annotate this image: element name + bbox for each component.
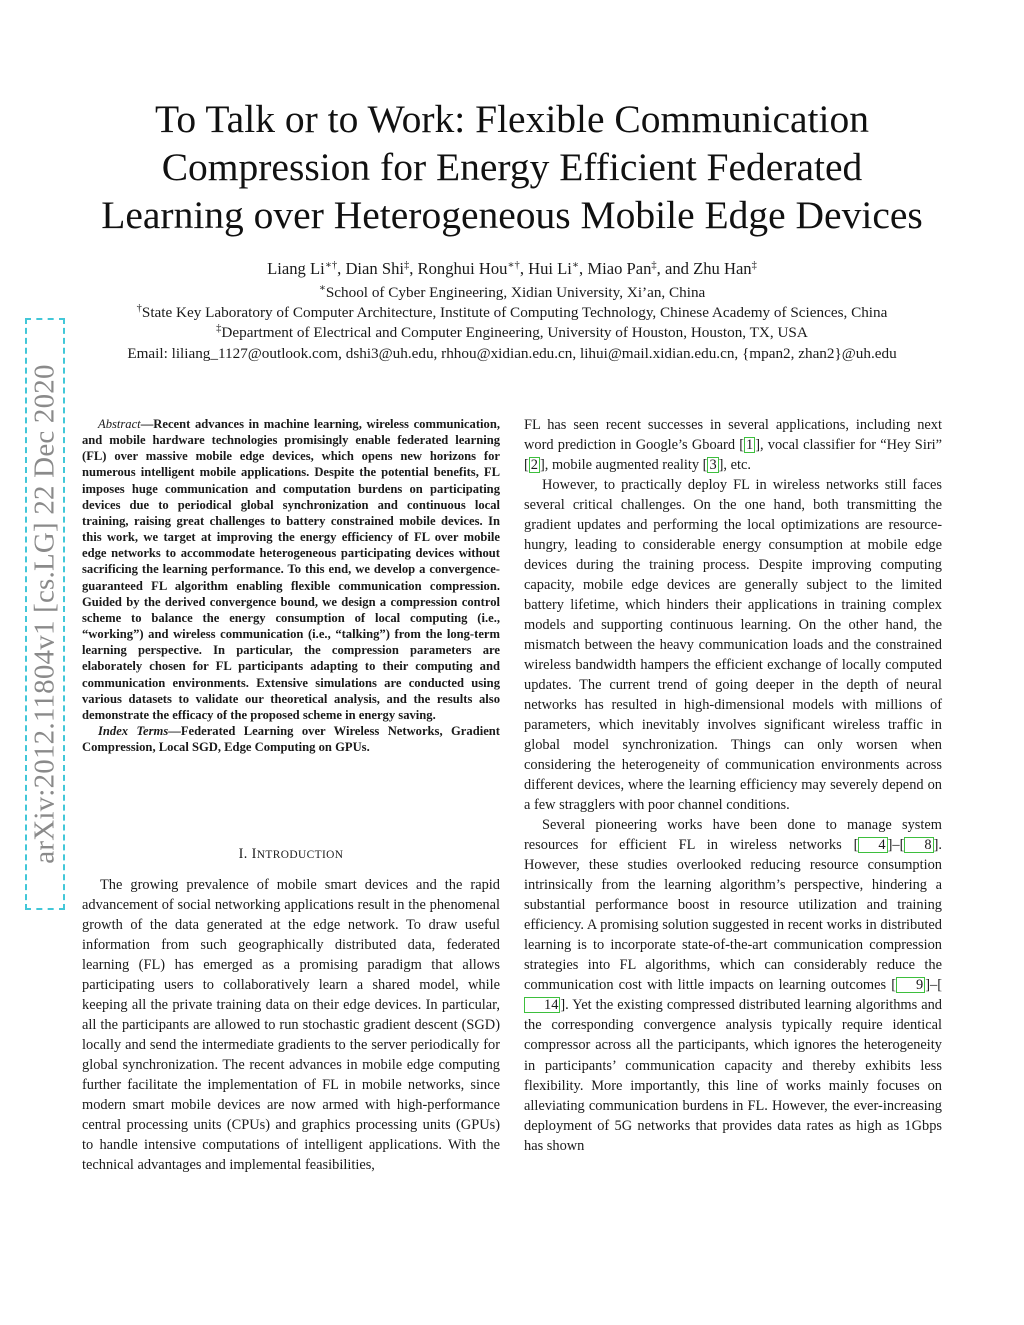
affiliation-mark: ‡ (216, 323, 222, 334)
citation-link[interactable]: 4 (858, 837, 887, 853)
affiliation-text: Department of Electrical and Computer Engineering, University of Houston, Houston, TX, USA (221, 324, 808, 341)
text-run: ], mobile augmented reality [ (540, 457, 708, 474)
title-line: To Talk or to Work: Flexible Communication (155, 97, 869, 141)
text-run: ], vocal classifier for “Hey Siri” [ (524, 437, 942, 474)
title-line: Compression for Energy Efficient Federated (161, 145, 863, 189)
text-run: ]. Yet the existing compressed distributed learning algorithms and the corresponding convergence analysis typically require identical compressor across all the participants, which ignores the heterogeneity in participants’ communication capacity and thereby exhibits less flexibility. More importantly, this line of works mainly focuses on alleviating communication burdens in FL. However, the ever-increasing deployment of 5G networks that provides data rates as high as 1Gbps has shown (524, 997, 942, 1154)
affiliation-xidian (60, 283, 964, 303)
section-name: NTRODUCTION (256, 849, 344, 861)
text-run: ]. However, these studies overlooked reducing resource consumption intrinsically from the learning algorithm’s perspective, hindering a substantial performance boost in resource utilization and training efficiency. A promising solution suggested in recent works in distributed learning is to incorporate state-of-the-art communication compression strategies into FL algorithms, which can considerably reduce the communication cost with little impacts on learning outcomes [ (524, 837, 942, 994)
citation-link[interactable]: 3 (709, 457, 717, 474)
paragraph (524, 415, 942, 475)
author-name: , and Zhu Han (656, 259, 752, 278)
paper-title (60, 95, 964, 239)
citation-link[interactable]: 1 (746, 437, 754, 454)
author-mark: ∗† (507, 260, 520, 271)
citation-link[interactable]: 14 (524, 997, 560, 1013)
title-line: Learning over Heterogeneous Mobile Edge Devices (101, 193, 923, 237)
text-run: FL has seen recent successes in several applications, including next word prediction in Google’s Gboard [ (524, 417, 942, 454)
author-name: , Hui Li (519, 259, 572, 278)
text-run: Several pioneering works have been done to manage system resources for efficient FL in wireless networks [ (524, 817, 942, 854)
abstract-block (82, 416, 500, 755)
index-terms-text: —Federated Learning over Wireless Networks, Gradient Compression, Local SGD, Edge Computing on GPUs. (82, 723, 500, 755)
paragraph: The growing prevalence of mobile smart devices and the rapid advancement of social networking applications result in the phenomenal growth of the data generated at the edge network. To draw useful information from such geographically distributed data, federated learning (FL) has emerged as a promising paradigm that allows participating users to collaboratively learn a shared model, while keeping all the private training data on their edge devices. In particular, all the participants are allowed to run stochastic gradient descent (SGD) locally and send the intermediate gradients to the server periodically for global synchronization. The recent advances in mobile edge computing further facilitate the implementation of FL in mobile networks, since modern smart mobile devices are now armed with high-performance central processing units (CPUs) and graphics processing units (GPUs) to handle intensive computations of intelligent applications. With the technical advantages and implemental feasibilities, (82, 877, 500, 1174)
introduction-text (82, 875, 500, 1175)
citation-link[interactable]: 2 (530, 457, 538, 474)
affiliation-mark: ∗ (318, 283, 326, 294)
abstract-paragraph (82, 416, 500, 723)
author-mark: ‡ (651, 260, 657, 271)
index-terms (82, 723, 500, 755)
author-mark: ∗ (571, 260, 580, 271)
affiliation-ict (60, 303, 964, 323)
citation-link[interactable]: 9 (896, 977, 925, 993)
author-mark: ‡ (751, 260, 757, 271)
author-mark: ‡ (403, 260, 410, 271)
author-mark: ∗† (324, 260, 338, 271)
arxiv-identifier: arXiv:2012.11804v1 [cs.LG] 22 Dec 2020 (28, 364, 61, 864)
abstract-label: Abstract (98, 417, 141, 431)
author-name: Liang Li (267, 259, 325, 278)
text-run: ]–[ (887, 837, 905, 854)
author-name: , Ronghui Hou (409, 259, 508, 278)
affiliation-text: State Key Laboratory of Computer Architecture, Institute of Computing Technology, Chinese Academy of Sciences, China (141, 304, 888, 321)
affiliation-houston (60, 323, 964, 343)
paragraph (524, 815, 942, 1155)
author-name: , Miao Pan (579, 259, 652, 278)
text-run: ]–[ (925, 977, 942, 994)
index-terms-label: Index Terms (98, 723, 169, 738)
section-number: I. I (238, 846, 257, 862)
affiliation-mark: † (136, 303, 142, 314)
right-column-text (524, 415, 942, 1156)
author-name: , Dian Shi (337, 259, 404, 278)
affiliation-text: School of Cyber Engineering, Xidian University, Xi’an, China (325, 284, 706, 301)
email-line: Email: liliang_1127@outlook.com, dshi3@uh.edu, rhhou@xidian.edu.cn, lihui@mail.xidian.edu.cn, {mpan2, zhan2}@uh.edu (127, 345, 897, 362)
text-run: ], etc. (718, 457, 751, 474)
citation-link[interactable]: 8 (904, 837, 933, 853)
section-heading-introduction (82, 846, 500, 863)
abstract-text: —Recent advances in machine learning, wireless communication, and mobile hardware technologies promisingly enable federated learning (FL) over massive mobile edge devices, which opens new horizons for numerous intelligent mobile applications. Despite the potential benefits, FL imposes huge communication and computation burdens on participating devices due to periodical global synchronization and continuous local training, raising great challenges to battery constrained mobile devices. In this work, we target at improving the energy efficiency of FL over mobile edge networks to accommodate heterogeneous participating devices without sacrificing the learning performance. To this end, we develop a convergence-guaranteed FL algorithm enabling flexible communication compression. Guided by the derived convergence bound, we design a compression control scheme to balance the energy consumption of local computing (i.e., “working”) and wireless communication (i.e., “talking”) from the long-term learning perspective. In particular, the compression parameters are elaborately chosen for FL participants adapting to their computing and communication environments. Extensive simulations are conducted using various datasets to validate our theoretical analysis, and the results also demonstrate the efficacy of the proposed scheme in energy saving. (82, 417, 500, 722)
author-list (60, 259, 964, 279)
paragraph: However, to practically deploy FL in wireless networks still faces several critical challenges. On the one hand, both transmitting the gradient updates and performing the local optimizations are resource-hungry, leading to considerable energy consumption at mobile edge devices during the training process. Despite improving computing capacity, mobile edge devices are generally subject to the limited battery lifetime, which hinders their applications in training complex models and supporting continuous learning. On the other hand, the mismatch between the heavy communication loads and the constrained wireless bandwidth hampers the efficient exchange of locally computed updates. The current trend of going deeper in the depth of neural networks has resulted in high-dimensional models with millions of parameters, which inevitably involves significant wireless traffic in global model synchronization. Things can only worsen when considering the heterogeneity of communication environments across different devices, where the learning efficiency may severely depend on a few stragglers with poor channel conditions. (524, 477, 942, 814)
